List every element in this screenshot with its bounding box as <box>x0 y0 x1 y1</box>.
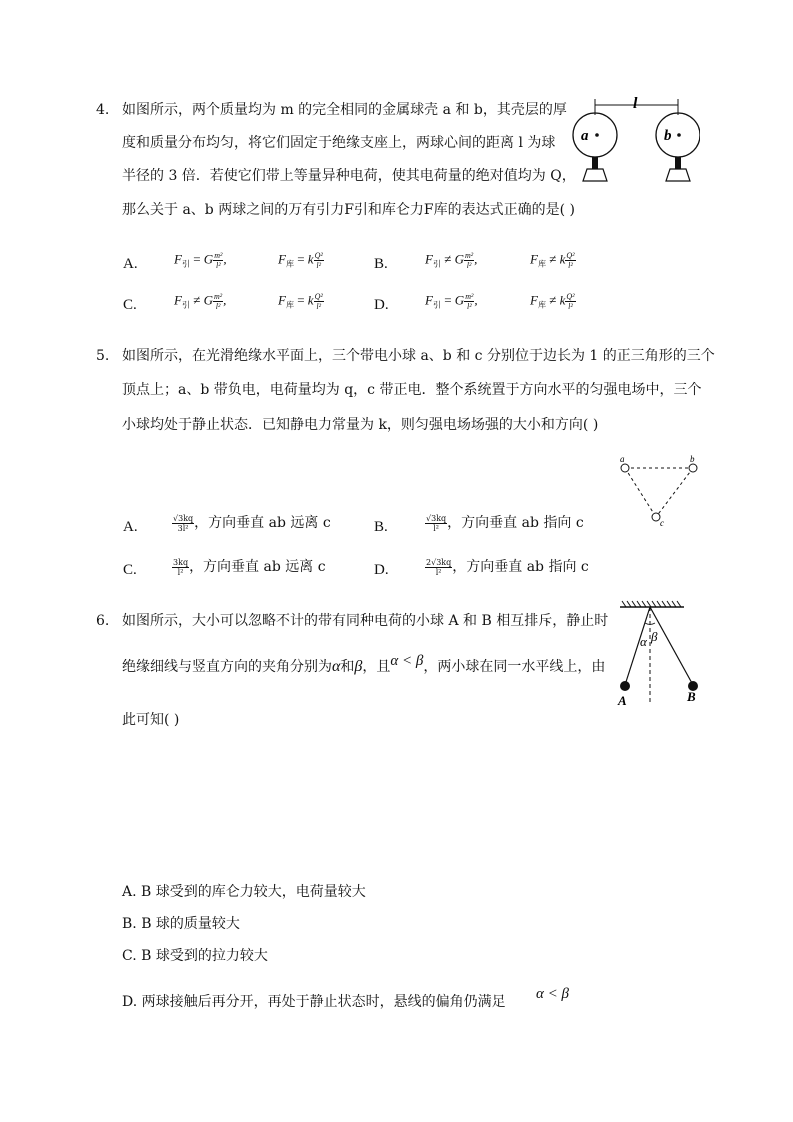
q5-line3: 小球均处于静止状态．已知静电力常量为 k，则匀强电场场强的大小和方向( ) <box>122 417 599 433</box>
q4-figure-label-l: l <box>633 95 638 112</box>
q6-line1: 如图所示，大小可以忽略不计的带有同种电荷的小球 A 和 B 相互排斥，静止时 <box>122 613 609 629</box>
q5-number: 5. <box>96 348 110 364</box>
q4-option-d-formula1: $F_引 = G$ $\frac{\text{m²}}{\text{l²}}$ , <box>425 292 478 311</box>
q4-option-b-formula2: $F_库 \ne k$ $\frac{\text{Q²}}{\text{l²}}$ <box>530 251 575 270</box>
q4-figure-label-a: a <box>581 128 589 144</box>
q4-number: 4. <box>96 102 110 118</box>
q4-option-d-letter[interactable]: D. <box>374 297 389 313</box>
q6-option-c[interactable]: C. B 球受到的拉力较大 <box>122 948 268 964</box>
q6-figure-label-a: A <box>618 693 627 708</box>
q4-option-b-formula1: $F_引 \ne G$ $\frac{\text{m²}}{\text{l²}}$ , <box>425 251 478 270</box>
q5-option-b: $\frac{√3kq}{\text{l²}}$ ，方向垂直 ab 指向 c <box>426 513 584 533</box>
q5-option-b-letter[interactable]: B. <box>374 519 388 535</box>
q6-figure-label-beta: β <box>651 629 658 644</box>
q4-option-d-formula2: $F_库 \ne k$ $\frac{\text{Q²}}{\text{l²}}$ <box>530 292 575 311</box>
q5-figure-triangle <box>612 455 707 530</box>
q5-option-d: $\frac{2√3kq}{\text{l²}}$ ，方向垂直 ab 指向 c <box>426 557 589 577</box>
q5-option-a: $\frac{√3kq}{\text{3l²}}$ ，方向垂直 ab 远离 c <box>173 513 331 533</box>
q4-option-c-formula1: $F_引 \ne G$ $\frac{\text{m²}}{\text{l²}}$ , <box>174 292 227 311</box>
q5-option-c: $\frac{3kq}{\text{l²}}$ ，方向垂直 ab 远离 c <box>173 557 326 577</box>
q6-option-d[interactable]: D. 两球接触后再分开，再处于静止状态时，悬线的偏角仍满足 <box>122 994 506 1010</box>
q4-option-b-letter[interactable]: B. <box>374 256 388 272</box>
q6-line3: 此可知( ) <box>122 712 180 728</box>
q5-figure-label-c: c <box>660 518 664 528</box>
q4-line1: 如图所示，两个质量均为 m 的完全相同的金属球壳 a 和 b，其壳层的厚 <box>122 102 567 118</box>
q5-figure-label-b: b <box>690 455 695 464</box>
q4-option-c-formula2: $F_库 = k$ $\frac{\text{Q²}}{\text{l²}}$ <box>278 292 323 311</box>
q5-option-d-letter[interactable]: D. <box>374 562 389 578</box>
q6-option-b[interactable]: B. B 球的质量较大 <box>122 916 240 932</box>
q4-line4: 那么关于 a、b 两球之间的万有引力F引和库仑力F库的表达式正确的是( ) <box>122 202 576 218</box>
q5-line1: 如图所示，在光滑绝缘水平面上，三个带电小球 a、b 和 c 分别位于边长为 1 的正三角形的三个 <box>122 348 715 364</box>
q6-option-d-condition: α < β <box>536 986 569 1002</box>
q5-option-c-letter[interactable]: C. <box>123 562 137 578</box>
q4-option-c-letter[interactable]: C. <box>123 297 137 313</box>
q6-line2: 绝缘细线与竖直方向的夹角分别为α和β，且α < β，两小球在同一水平线上，由 <box>122 653 606 675</box>
q6-number: 6. <box>96 613 110 629</box>
q4-figure-label-b: b <box>664 128 672 144</box>
q4-option-a-formula1: $F_引 = G$ $\frac{\text{m²}}{\text{l²}}$ , <box>174 251 227 270</box>
q6-figure-label-alpha: α <box>640 634 647 649</box>
q4-figure-two-spheres <box>570 95 700 190</box>
q5-option-a-letter[interactable]: A. <box>123 519 138 535</box>
q5-line2: 顶点上；a、b 带负电，电荷量均为 q，c 带正电．整个系统置于方向水平的匀强电场中，三个 <box>122 382 702 398</box>
q6-option-a[interactable]: A. B 球受到的库仑力较大，电荷量较大 <box>122 884 366 900</box>
q5-figure-label-a: a <box>620 455 625 464</box>
q4-line3: 半径的 3 倍．若使它们带上等量异种电荷，使其电荷量的绝对值均为 Q， <box>122 168 576 184</box>
q6-figure-pendulums <box>612 597 707 712</box>
q4-option-a-letter[interactable]: A. <box>123 256 138 272</box>
q6-figure-label-b: B <box>687 689 696 704</box>
q4-line2: 度和质量分布均匀，将它们固定于绝缘支座上，两球心间的距离 l 为球 <box>122 135 556 151</box>
q4-option-a-formula2: $F_库 = k$ $\frac{\text{Q²}}{\text{l²}}$ <box>278 251 323 270</box>
